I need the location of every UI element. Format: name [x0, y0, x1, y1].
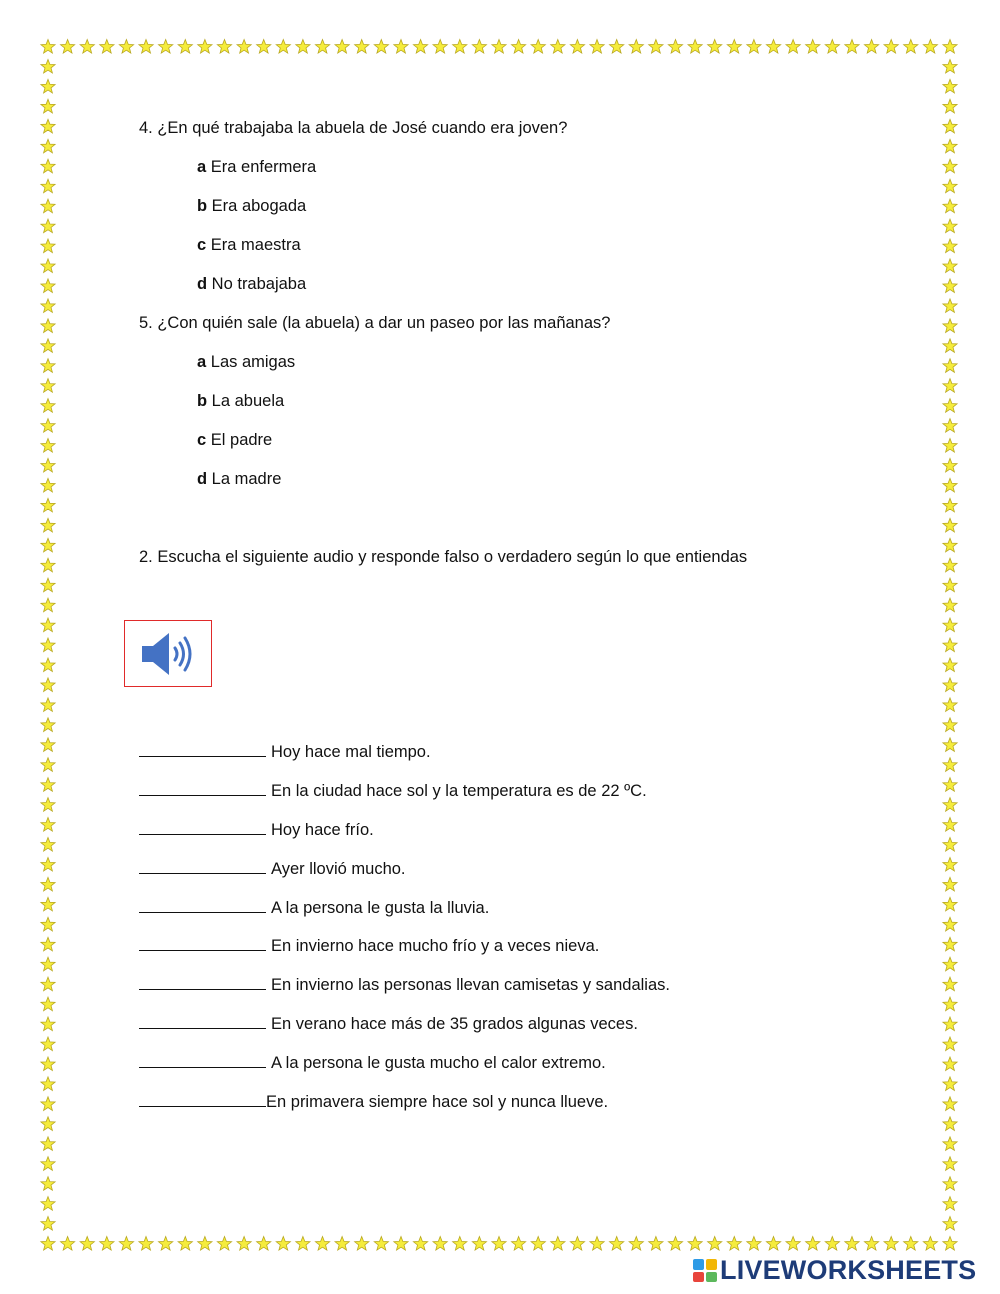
- star-icon: [41, 877, 55, 891]
- answer-blank[interactable]: [139, 1013, 266, 1029]
- star-icon: [904, 40, 918, 54]
- star-icon: [766, 40, 780, 54]
- star-icon: [943, 159, 957, 173]
- star-icon: [41, 858, 55, 872]
- star-icon: [943, 339, 957, 353]
- question-4-text: 4. ¿En qué trabajaba la abuela de José cuando era joven?: [139, 119, 568, 137]
- star-icon: [413, 40, 427, 54]
- statement-row: Hoy hace mal tiempo.: [139, 741, 431, 762]
- star-icon: [374, 1237, 388, 1251]
- star-icon: [178, 40, 192, 54]
- star-icon: [610, 40, 624, 54]
- star-icon: [943, 957, 957, 971]
- statement-row: Ayer llovió mucho.: [139, 858, 406, 879]
- star-icon: [41, 518, 55, 532]
- star-icon: [590, 40, 604, 54]
- answer-blank[interactable]: [139, 1052, 266, 1068]
- star-icon: [786, 1237, 800, 1251]
- statement-row: Hoy hace frío.: [139, 819, 374, 840]
- star-icon: [41, 339, 55, 353]
- star-icon: [41, 658, 55, 672]
- star-icon: [41, 977, 55, 991]
- answer-blank[interactable]: [139, 819, 266, 835]
- star-icon: [41, 379, 55, 393]
- star-icon: [943, 698, 957, 712]
- star-icon: [943, 917, 957, 931]
- star-icon: [943, 977, 957, 991]
- star-icon: [41, 1197, 55, 1211]
- star-icon: [41, 139, 55, 153]
- star-icon: [198, 1237, 212, 1251]
- star-icon: [41, 179, 55, 193]
- star-icon: [943, 99, 957, 113]
- star-icon: [41, 1017, 55, 1031]
- star-icon: [727, 1237, 741, 1251]
- answer-blank[interactable]: [139, 897, 266, 913]
- star-icon: [943, 738, 957, 752]
- star-icon: [41, 618, 55, 632]
- star-icon: [433, 1237, 447, 1251]
- statement-row: A la persona le gusta mucho el calor extremo.: [139, 1052, 606, 1073]
- liveworksheets-logo[interactable]: [692, 1256, 976, 1284]
- star-icon: [41, 897, 55, 911]
- star-icon: [943, 937, 957, 951]
- star-icon: [41, 199, 55, 213]
- star-icon: [41, 478, 55, 492]
- star-icon: [943, 798, 957, 812]
- answer-blank[interactable]: [139, 858, 266, 874]
- star-icon: [943, 60, 957, 74]
- star-icon: [551, 40, 565, 54]
- star-icon: [41, 758, 55, 772]
- star-icon: [727, 40, 741, 54]
- star-icon: [257, 40, 271, 54]
- star-icon: [943, 1117, 957, 1131]
- star-icon: [943, 638, 957, 652]
- star-icon: [943, 79, 957, 93]
- star-icon: [845, 1237, 859, 1251]
- star-icon: [41, 558, 55, 572]
- star-icon: [747, 40, 761, 54]
- audio-play-button[interactable]: [124, 620, 212, 687]
- star-icon: [943, 1097, 957, 1111]
- star-icon: [786, 40, 800, 54]
- star-icon: [41, 259, 55, 273]
- star-icon: [943, 1157, 957, 1171]
- star-icon: [747, 1237, 761, 1251]
- star-icon: [943, 439, 957, 453]
- star-icon: [864, 40, 878, 54]
- star-icon: [41, 598, 55, 612]
- star-icon: [943, 139, 957, 153]
- star-icon: [943, 1137, 957, 1151]
- speaker-icon: [140, 631, 196, 677]
- star-icon: [492, 1237, 506, 1251]
- star-icon: [453, 40, 467, 54]
- star-icon: [315, 1237, 329, 1251]
- star-icon: [610, 1237, 624, 1251]
- star-icon: [943, 359, 957, 373]
- star-icon: [884, 40, 898, 54]
- star-icon: [943, 598, 957, 612]
- star-icon: [355, 40, 369, 54]
- answer-blank[interactable]: [139, 741, 266, 757]
- statement-row: En la ciudad hace sol y la temperatura es de 22 ºC.: [139, 780, 647, 801]
- star-icon: [80, 40, 94, 54]
- question-5-text: 5. ¿Con quién sale (la abuela) a dar un paseo por las mañanas?: [139, 314, 611, 332]
- star-icon: [41, 119, 55, 133]
- star-icon: [708, 40, 722, 54]
- star-icon: [41, 1137, 55, 1151]
- star-icon: [80, 1237, 94, 1251]
- star-icon: [943, 658, 957, 672]
- star-icon: [41, 319, 55, 333]
- star-icon: [649, 1237, 663, 1251]
- star-icon: [806, 40, 820, 54]
- star-icon: [512, 1237, 526, 1251]
- star-icon: [296, 40, 310, 54]
- star-icon: [629, 1237, 643, 1251]
- star-icon: [943, 538, 957, 552]
- star-icon: [531, 1237, 545, 1251]
- star-icon: [41, 1117, 55, 1131]
- star-icon: [629, 40, 643, 54]
- star-icon: [41, 279, 55, 293]
- star-icon: [472, 40, 486, 54]
- star-icon: [198, 40, 212, 54]
- star-icon: [394, 1237, 408, 1251]
- answer-blank[interactable]: [139, 935, 266, 951]
- star-icon: [668, 40, 682, 54]
- star-icon: [943, 758, 957, 772]
- star-icon: [100, 1237, 114, 1251]
- star-icon: [119, 40, 133, 54]
- logo-text: LIVEWORKSHEETS: [720, 1255, 977, 1285]
- star-icon: [708, 1237, 722, 1251]
- star-icon: [41, 1217, 55, 1231]
- star-icon: [923, 1237, 937, 1251]
- star-icon: [453, 1237, 467, 1251]
- star-icon: [41, 638, 55, 652]
- statement-row: En primavera siempre hace sol y nunca llueve.: [139, 1091, 608, 1112]
- star-icon: [276, 40, 290, 54]
- q5-option-c[interactable]: c El padre: [197, 431, 273, 449]
- section-2-instruction: 2. Escucha el siguiente audio y responde falso o verdadero según lo que entiendas: [139, 548, 748, 566]
- star-icon: [472, 1237, 486, 1251]
- star-icon: [943, 1057, 957, 1071]
- star-icon: [139, 1237, 153, 1251]
- star-icon: [41, 957, 55, 971]
- star-icon: [41, 439, 55, 453]
- q4-option-b[interactable]: b Era abogada: [197, 197, 307, 215]
- answer-blank[interactable]: [139, 780, 266, 796]
- star-icon: [433, 40, 447, 54]
- star-icon: [335, 40, 349, 54]
- liveworksheets-logo-icon: [692, 1257, 718, 1283]
- star-icon: [864, 1237, 878, 1251]
- q4-option-a[interactable]: a Era enfermera: [197, 158, 317, 176]
- star-icon: [943, 1237, 957, 1251]
- star-icon: [61, 40, 75, 54]
- star-icon: [41, 718, 55, 732]
- star-icon: [41, 498, 55, 512]
- star-icon: [61, 1237, 75, 1251]
- star-icon: [943, 877, 957, 891]
- star-icon: [649, 40, 663, 54]
- star-icon: [315, 40, 329, 54]
- star-icon: [551, 1237, 565, 1251]
- star-icon: [41, 798, 55, 812]
- star-icon: [41, 219, 55, 233]
- statement-row: En invierno las personas llevan camisetas y sandalias.: [139, 974, 670, 995]
- star-icon: [41, 738, 55, 752]
- star-icon: [100, 40, 114, 54]
- star-icon: [41, 838, 55, 852]
- star-icon: [943, 997, 957, 1011]
- star-icon: [41, 458, 55, 472]
- star-icon: [257, 1237, 271, 1251]
- star-icon: [943, 578, 957, 592]
- star-icon: [41, 239, 55, 253]
- star-icon: [688, 40, 702, 54]
- star-icon: [41, 1037, 55, 1051]
- star-icon: [41, 40, 55, 54]
- star-icon: [41, 1057, 55, 1071]
- star-icon: [943, 199, 957, 213]
- star-icon: [943, 858, 957, 872]
- star-icon: [41, 578, 55, 592]
- star-icon: [943, 1037, 957, 1051]
- star-icon: [904, 1237, 918, 1251]
- statement-row: En invierno hace mucho frío y a veces nieva.: [139, 935, 599, 956]
- star-icon: [159, 1237, 173, 1251]
- star-icon: [943, 259, 957, 273]
- star-icon: [41, 678, 55, 692]
- star-icon: [943, 838, 957, 852]
- star-icon: [943, 518, 957, 532]
- star-icon: [41, 159, 55, 173]
- star-icon: [943, 558, 957, 572]
- star-icon: [943, 239, 957, 253]
- star-icon: [237, 1237, 251, 1251]
- star-icon: [943, 778, 957, 792]
- star-icon: [217, 1237, 231, 1251]
- answer-blank[interactable]: [139, 974, 266, 990]
- star-icon: [512, 40, 526, 54]
- star-icon: [178, 1237, 192, 1251]
- star-icon: [590, 1237, 604, 1251]
- star-icon: [943, 1017, 957, 1031]
- star-icon: [570, 1237, 584, 1251]
- star-icon: [825, 1237, 839, 1251]
- star-icon: [943, 478, 957, 492]
- star-icon: [296, 1237, 310, 1251]
- star-icon: [41, 79, 55, 93]
- star-icon: [943, 818, 957, 832]
- star-icon: [943, 1197, 957, 1211]
- star-icon: [374, 40, 388, 54]
- star-icon: [41, 1077, 55, 1091]
- q5-option-a[interactable]: a Las amigas: [197, 353, 296, 371]
- star-icon: [41, 60, 55, 74]
- star-icon: [943, 179, 957, 193]
- star-icon: [943, 718, 957, 732]
- star-icon: [41, 1097, 55, 1111]
- star-icon: [943, 319, 957, 333]
- star-icon: [806, 1237, 820, 1251]
- star-icon: [943, 678, 957, 692]
- star-icon: [668, 1237, 682, 1251]
- star-icon: [943, 618, 957, 632]
- star-icon: [531, 40, 545, 54]
- star-icon: [943, 1077, 957, 1091]
- star-icon: [41, 1237, 55, 1251]
- star-icon: [41, 538, 55, 552]
- q5-option-d[interactable]: d La madre: [197, 470, 282, 488]
- star-icon: [884, 1237, 898, 1251]
- star-icon: [41, 1177, 55, 1191]
- q4-option-c[interactable]: c Era maestra: [197, 236, 301, 254]
- star-icon: [355, 1237, 369, 1251]
- star-icon: [570, 40, 584, 54]
- star-icon: [41, 399, 55, 413]
- star-icon: [41, 917, 55, 931]
- star-icon: [276, 1237, 290, 1251]
- star-icon: [943, 1217, 957, 1231]
- star-icon: [41, 299, 55, 313]
- star-icon: [139, 40, 153, 54]
- star-icon: [943, 458, 957, 472]
- star-icon: [413, 1237, 427, 1251]
- star-icon: [923, 40, 937, 54]
- star-icon: [41, 99, 55, 113]
- star-icon: [688, 1237, 702, 1251]
- q4-option-d[interactable]: d No trabajaba: [197, 275, 307, 293]
- statement-row: A la persona le gusta la lluvia.: [139, 897, 489, 918]
- star-icon: [943, 219, 957, 233]
- star-icon: [41, 997, 55, 1011]
- star-icon: [825, 40, 839, 54]
- star-icon: [217, 40, 231, 54]
- star-icon: [159, 40, 173, 54]
- star-icon: [943, 40, 957, 54]
- star-icon: [845, 40, 859, 54]
- star-icon: [943, 299, 957, 313]
- statement-row: En verano hace más de 35 grados algunas veces.: [139, 1013, 638, 1034]
- star-icon: [41, 1157, 55, 1171]
- star-icon: [943, 279, 957, 293]
- star-icon: [943, 419, 957, 433]
- star-icon: [41, 698, 55, 712]
- star-icon: [943, 399, 957, 413]
- star-icon: [394, 40, 408, 54]
- star-icon: [766, 1237, 780, 1251]
- star-icon: [119, 1237, 133, 1251]
- star-icon: [41, 778, 55, 792]
- star-icon: [943, 1177, 957, 1191]
- star-icon: [41, 359, 55, 373]
- answer-blank[interactable]: [139, 1091, 266, 1107]
- star-icon: [41, 419, 55, 433]
- star-icon: [335, 1237, 349, 1251]
- star-icon: [943, 119, 957, 133]
- star-icon: [492, 40, 506, 54]
- star-icon: [41, 818, 55, 832]
- star-icon: [943, 379, 957, 393]
- star-icon: [943, 897, 957, 911]
- star-icon: [237, 40, 251, 54]
- star-icon: [41, 937, 55, 951]
- q5-option-b[interactable]: b La abuela: [197, 392, 285, 410]
- star-icon: [943, 498, 957, 512]
